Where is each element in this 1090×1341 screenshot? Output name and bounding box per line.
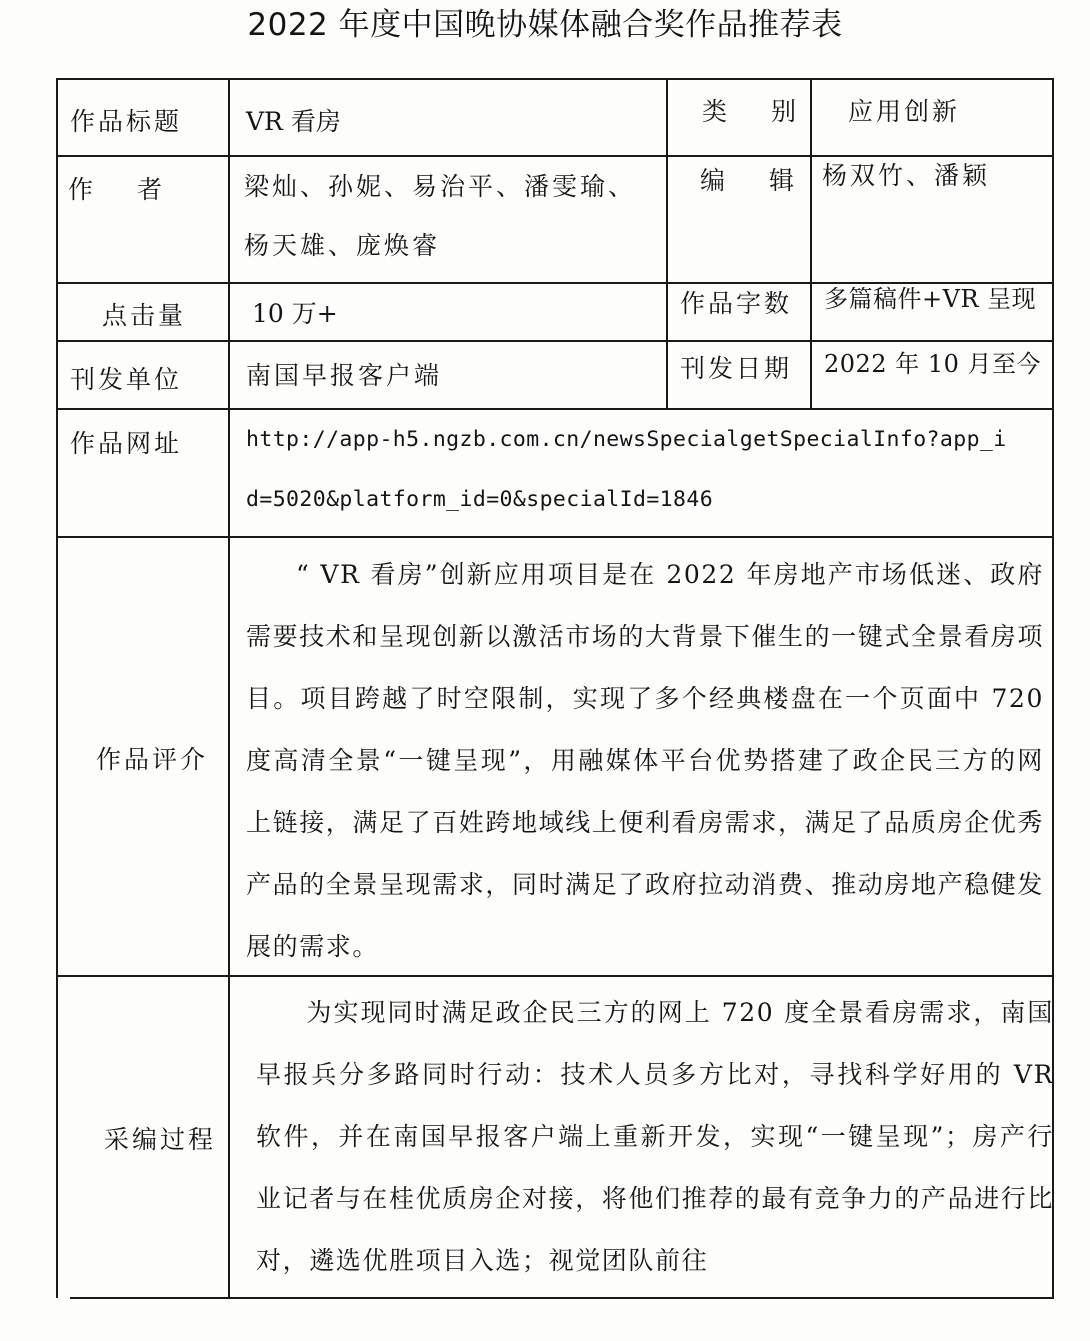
click-count-label: 点击量 [102, 301, 187, 330]
work-review-text-body: “ VR 看房”创新应用项目是在 2022 年房地产市场低迷、政府需要技术和呈现创新以激活市场的大背景下催生的一键式全景看房项目。项目跨越了时空限制，实现了多个经典楼盘在一个页面中 720 度高清全景“一键呈现”，用融媒体平台优势搭建了政企民三方的网上链接，满足了百姓跨地域线上便利看房需求，满足了品质房企优秀产品的全景呈现需求，同时满足了政府拉动消费、推动房地产稳健发展的需求。 [246, 560, 1045, 961]
recommendation-form-table [56, 78, 1056, 1298]
editor-label: 编 辑 [700, 166, 812, 195]
table-border-top [56, 78, 1052, 80]
publish-date-value: 2022 年 10 月至今 [824, 350, 1042, 378]
author-value-line2: 杨天雄、庞焕睿 [244, 231, 441, 260]
editing-process-text-body: 为实现同时满足政企民三方的网上 720 度全景看房需求，南国早报兵分多路同时行动：技术人员多方比对，寻找科学好用的 VR 软件，并在南国早报客户端上重新开发，实现“一键呈现”；房产行业记者与在桂优质房企对接，将他们推荐的最有竞争力的产品进行比对，遴选优胜项目入选；视觉团队前往 [256, 998, 1055, 1275]
word-count-label: 作品字数 [680, 289, 793, 318]
row-divider-1 [56, 155, 1054, 157]
work-title-value: VR 看房 [246, 107, 341, 136]
author-label: 作 者 [68, 175, 180, 204]
column-divider-label2-left [666, 78, 668, 409]
work-url-label: 作品网址 [70, 429, 183, 458]
row-divider-3 [56, 340, 1054, 342]
category-value: 应用创新 [848, 97, 961, 126]
editor-value: 杨双竹、潘颖 [822, 161, 991, 190]
publisher-value: 南国早报客户端 [246, 361, 443, 390]
word-count-value: 多篇稿件+VR 呈现 [824, 285, 1037, 313]
click-count-value: 10 万+ [252, 299, 338, 328]
editing-process-text [256, 982, 1054, 1292]
publisher-label: 刊发单位 [70, 365, 183, 394]
table-border-bottom [70, 1297, 1054, 1299]
table-border-left [56, 78, 58, 1298]
document-title: 2022 年度中国晚协媒体融合奖作品推荐表 [247, 7, 843, 43]
column-divider-label [228, 78, 230, 1298]
publish-date-label: 刊发日期 [680, 354, 793, 383]
category-label: 类 别 [702, 97, 814, 126]
work-url-line1[interactable]: http://app-h5.ngzb.com.cn/newsSpecialgetSpecialInfo?app_i [246, 427, 1007, 452]
work-url-line2[interactable]: d=5020&platform_id=0&specialId=1846 [246, 487, 714, 512]
author-value-line1: 梁灿、孙妮、易治平、潘雯瑜、 [244, 172, 637, 201]
row-divider-5 [56, 536, 1054, 538]
work-title-label: 作品标题 [70, 107, 183, 136]
work-review-label: 作品评介 [96, 745, 209, 774]
row-divider-4 [56, 408, 1054, 410]
editing-process-label: 采编过程 [104, 1125, 217, 1154]
work-review-text [246, 544, 1044, 978]
